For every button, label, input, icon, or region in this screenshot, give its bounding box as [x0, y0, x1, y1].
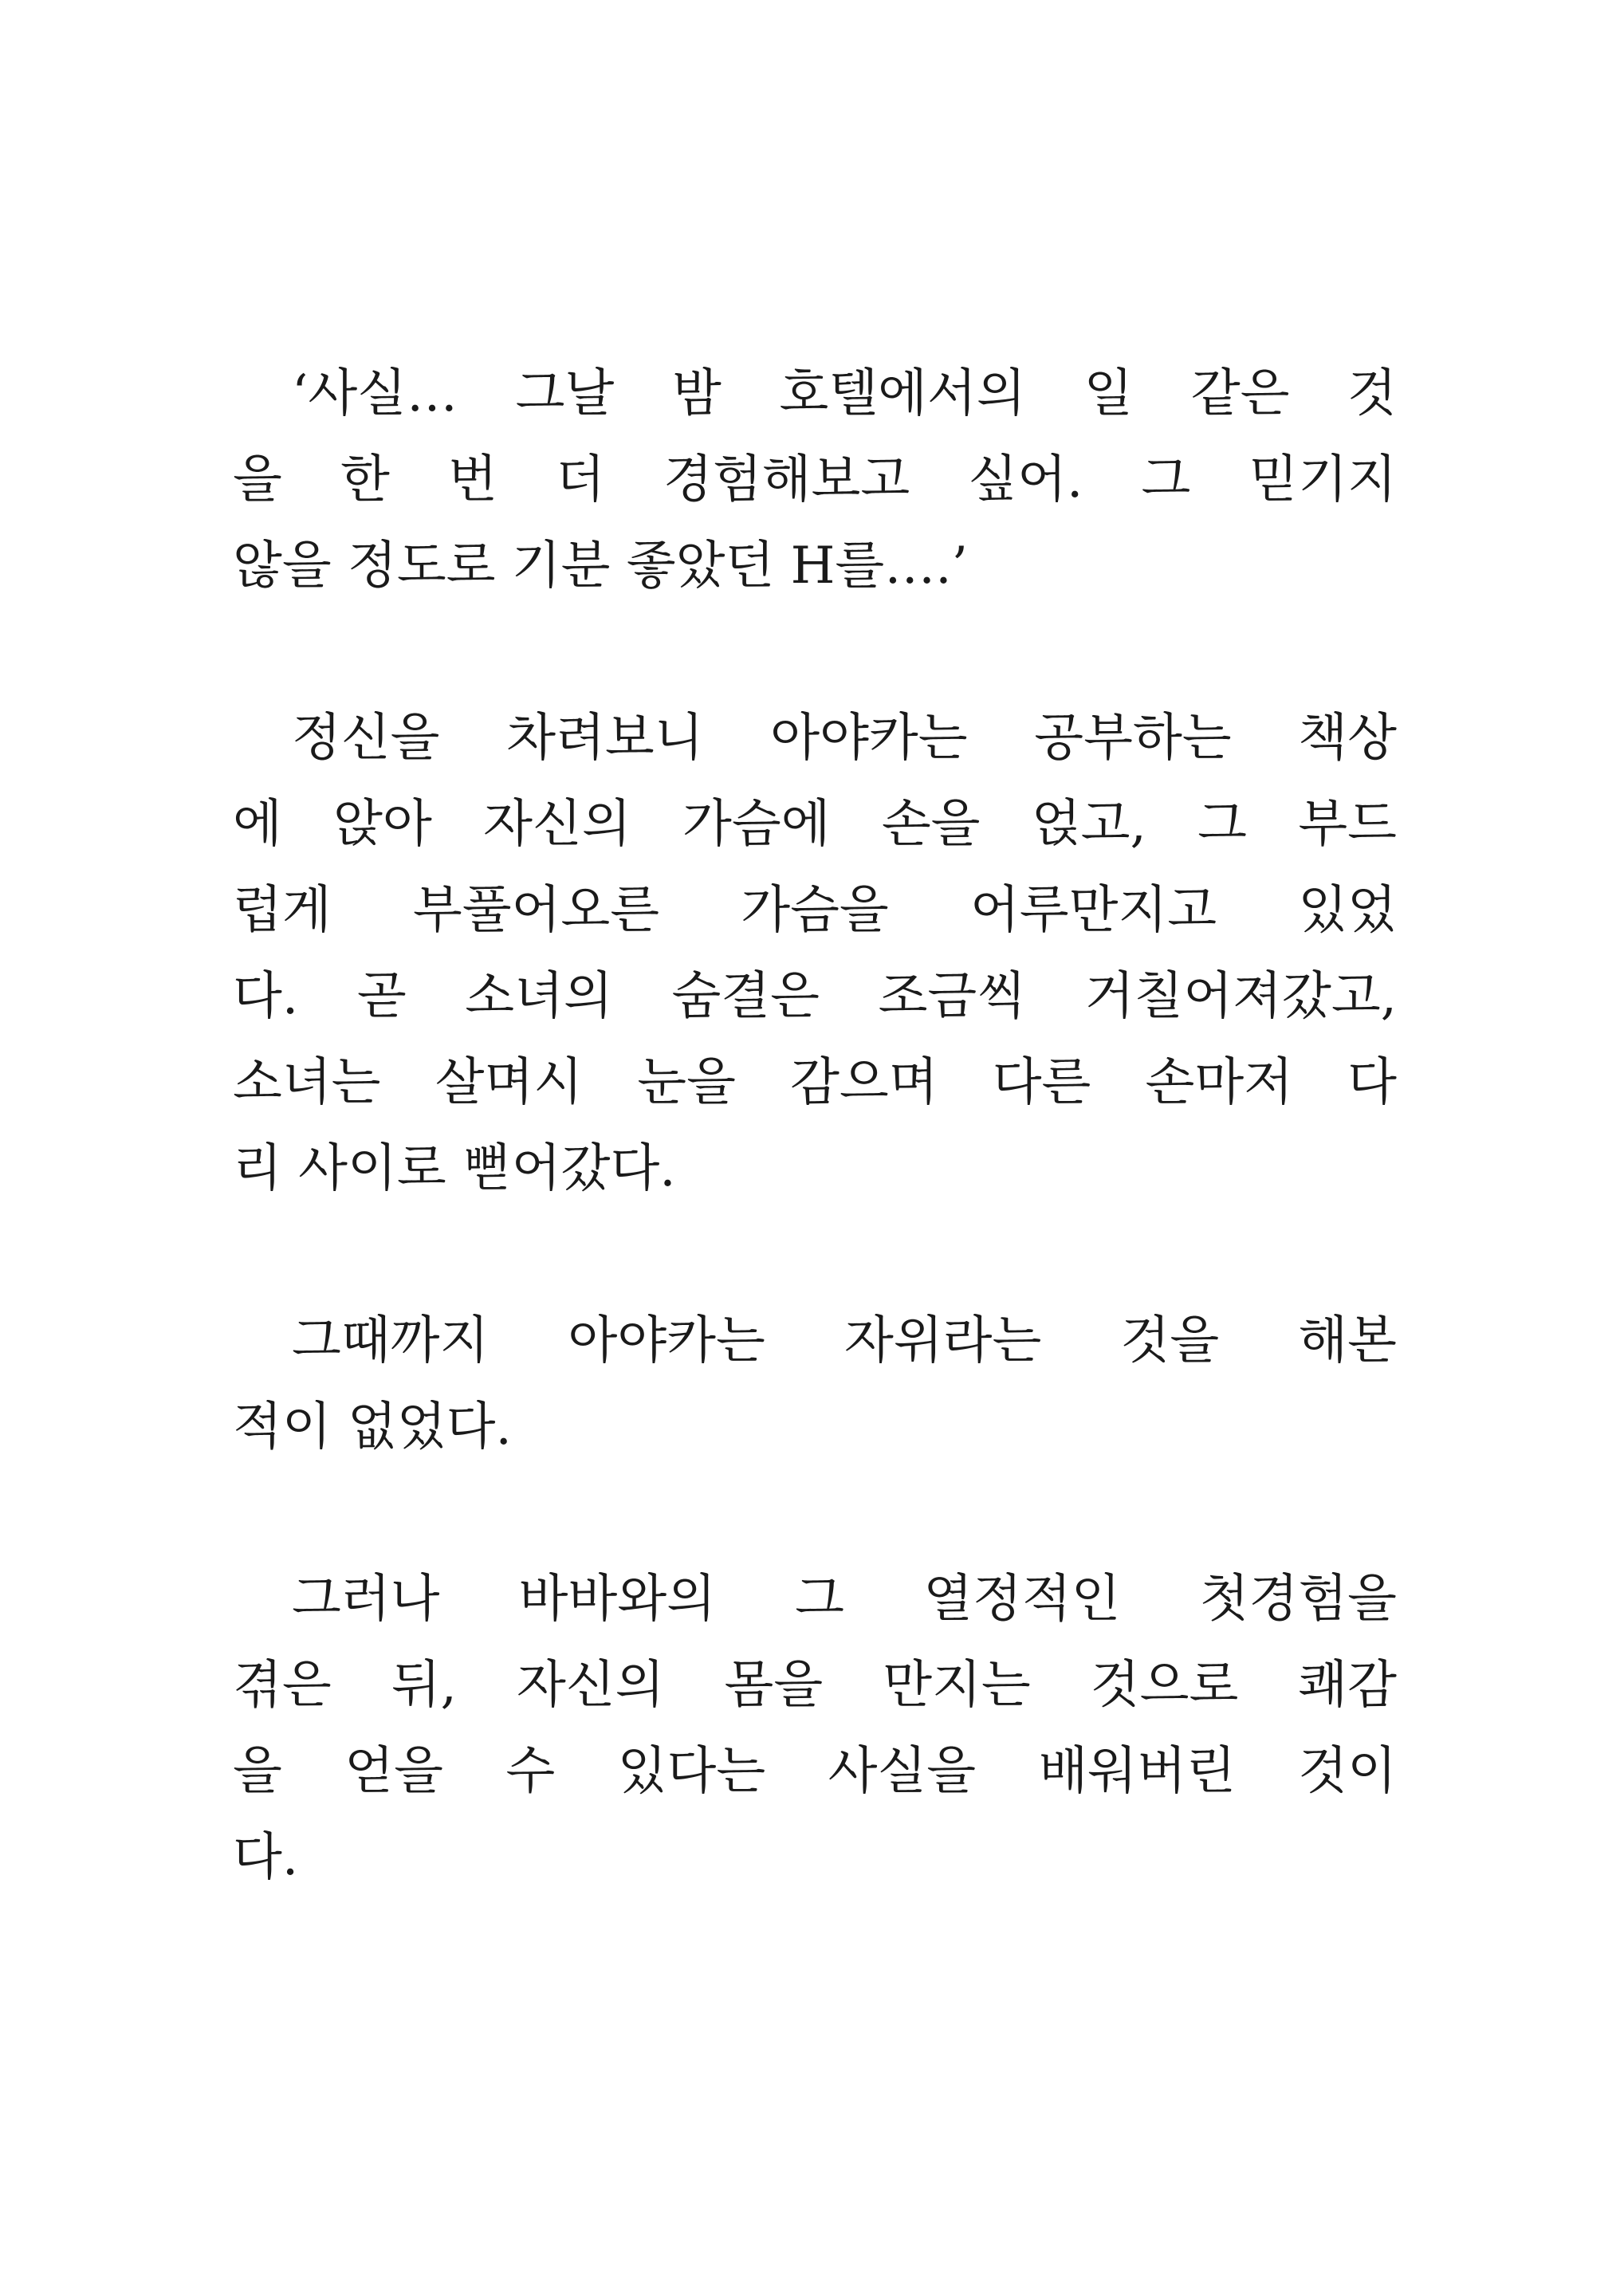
text-line: ‘사실… 그날 밤 호텔에서의 일 같은 것: [292, 364, 1397, 423]
text-line: 그러나 바바와의 그 열정적인 첫경험을: [292, 1570, 1397, 1629]
text-line: 다. 곧 소녀의 숨결은 조금씩 거칠어져갔고,: [233, 967, 1397, 1026]
text-line: 럽게 부풀어오른 가슴을 어루만지고 있었: [233, 881, 1397, 940]
text-line: 정신을 차려보니 아야카는 공부하는 책상: [292, 709, 1397, 768]
paragraph-4: [233, 1556, 1397, 1901]
paragraph-1: [233, 351, 1397, 609]
paragraph-3: [233, 1298, 1397, 1470]
text-line: 에 앉아 자신의 가슴에 손을 얹고, 그 부드: [233, 795, 1397, 854]
text-line: 을 한 번 더 경험해보고 싶어. 그 믿기지: [233, 450, 1397, 509]
text-line: 을 얻을 수 있다는 사실을 배워버린 것이: [233, 1742, 1397, 1801]
paragraph-2: [233, 695, 1397, 1212]
text-line: 그때까지 아야카는 자위라는 것을 해본: [292, 1311, 1397, 1370]
text-line: 리 사이로 뻗어갔다.: [233, 1139, 676, 1198]
body-text: [233, 351, 1397, 1987]
text-line: 겪은 뒤, 자신의 몸을 만지는 것으로 쾌감: [233, 1656, 1397, 1715]
text-line: 않을 정도로 기분 좋았던 H를….’: [233, 537, 968, 596]
text-line: 다.: [233, 1828, 299, 1887]
text-line: 적이 없었다.: [233, 1398, 512, 1457]
text-line: 소녀는 살며시 눈을 감으며 다른 손마저 다: [233, 1053, 1397, 1112]
